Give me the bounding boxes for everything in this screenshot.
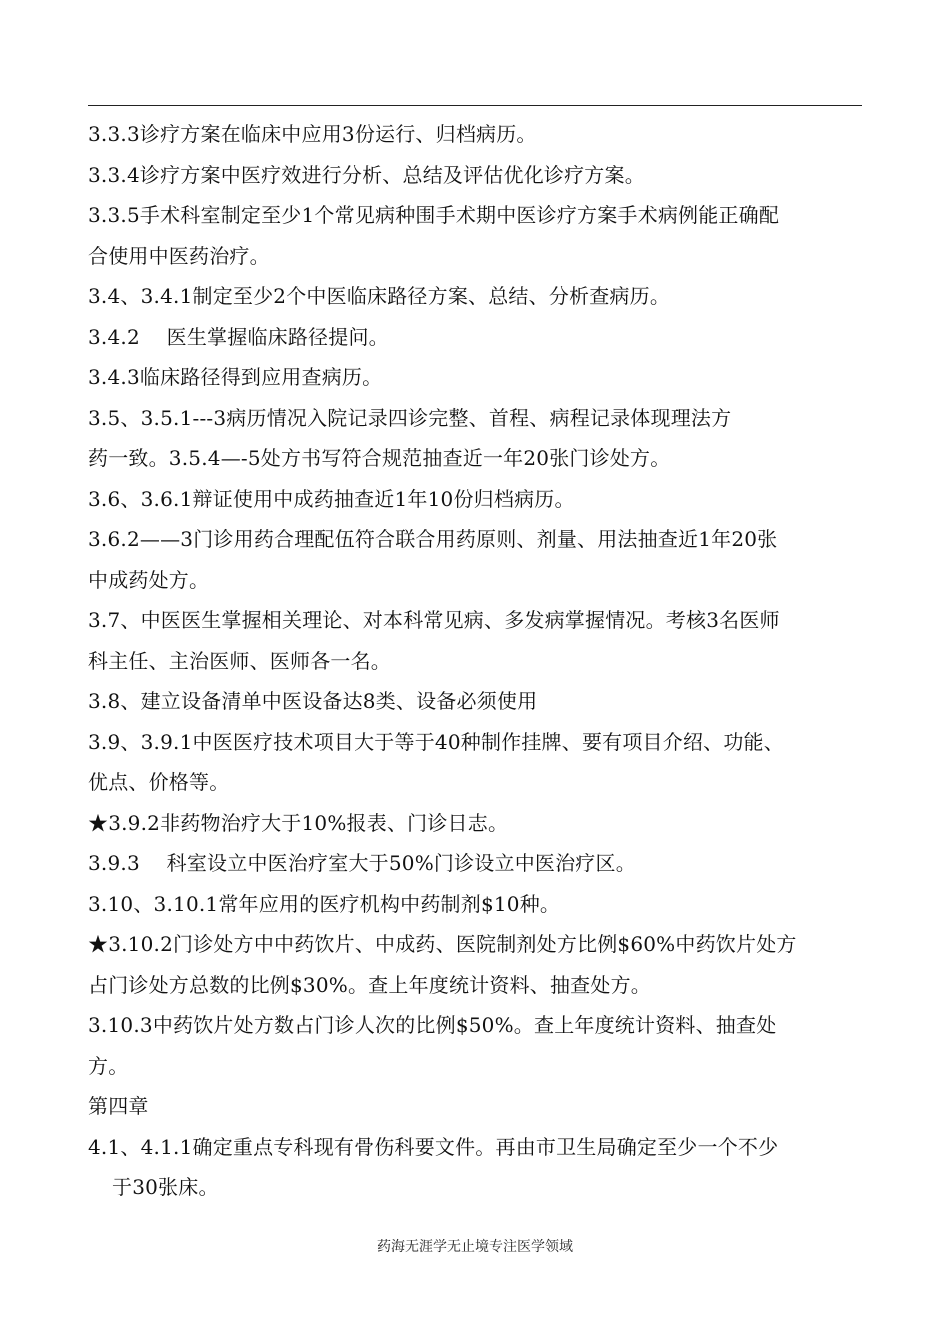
- text-line: 3.9、3.9.1中医医疗技术项目大于等于40种制作挂牌、要有项目介绍、功能、: [88, 729, 784, 754]
- text-line: 于30张床。: [112, 1175, 219, 1199]
- text-line: 药一致。3.5.4—-5处方书写符合规范抽查近一年20张门诊处方。: [88, 446, 671, 470]
- text-line: 3.8、建立设备清单中医设备达8类、设备必须使用: [88, 689, 538, 713]
- text-line: 3.9.3 科室设立中医治疗室大于50%门诊设立中医治疗区。: [88, 851, 636, 875]
- text-line: ★3.9.2非药物治疗大于10%报表、门诊日志。: [88, 810, 509, 835]
- chapter-heading: 第四章: [88, 1094, 149, 1118]
- text-line: 3.3.3诊疗方案在临床中应用3份运行、归档病历。: [88, 122, 537, 146]
- text-line: 3.4.2 医生掌握临床路径提问。: [88, 324, 389, 349]
- document-body: [88, 114, 868, 1208]
- text-line: ★3.10.2门诊处方中中药饮片、中成药、医院制剂处方比例$60%中药饮片处方: [88, 932, 797, 956]
- text-line: 3.10.3中药饮片处方数占门诊人次的比例$50%。查上年度统计资料、抽查处: [88, 1013, 777, 1037]
- text-line: 3.6、3.6.1辩证使用中成药抽查近1年10份归档病历。: [88, 486, 575, 511]
- text-line: 3.10、3.10.1常年应用的医疗机构中药制剂$10种。: [88, 891, 561, 916]
- header-rule: [88, 105, 862, 106]
- text-line: 3.5、3.5.1---3病历情况入院记录四诊完整、首程、病程记录体现理法方: [88, 405, 732, 430]
- text-line: 4.1、4.1.1确定重点专科现有骨伤科要文件。再由市卫生局确定至少一个不少: [88, 1134, 779, 1159]
- text-line: 3.3.4诊疗方案中医疗效进行分析、总结及评估优化诊疗方案。: [88, 162, 645, 187]
- text-line: 占门诊处方总数的比例$30%。查上年度统计资料、抽查处方。: [88, 972, 651, 997]
- text-line: 方。: [88, 1053, 129, 1078]
- text-line: 3.4.3临床路径得到应用查病历。: [88, 365, 383, 389]
- text-line: 3.3.5手术科室制定至少1个常见病种围手术期中医诊疗方案手术病例能正确配: [88, 203, 780, 227]
- page-footer: 药海无涯学无止境专注医学领域: [377, 1239, 573, 1255]
- text-line: 3.4、3.4.1制定至少2个中医临床路径方案、总结、分析查病历。: [88, 284, 671, 308]
- text-line: 3.7、中医医生掌握相关理论、对本科常见病、多发病掌握情况。考核3名医师: [88, 608, 780, 632]
- text-line: 优点、价格等。: [88, 770, 230, 794]
- text-line: 3.6.2——3门诊用药合理配伍符合联合用药原则、剂量、用法抽查近1年20张: [88, 527, 778, 551]
- text-line: 中成药处方。: [88, 567, 210, 592]
- text-line: 科主任、主治医师、医师各一名。: [88, 648, 391, 673]
- text-line: 合使用中医药治疗。: [88, 243, 270, 268]
